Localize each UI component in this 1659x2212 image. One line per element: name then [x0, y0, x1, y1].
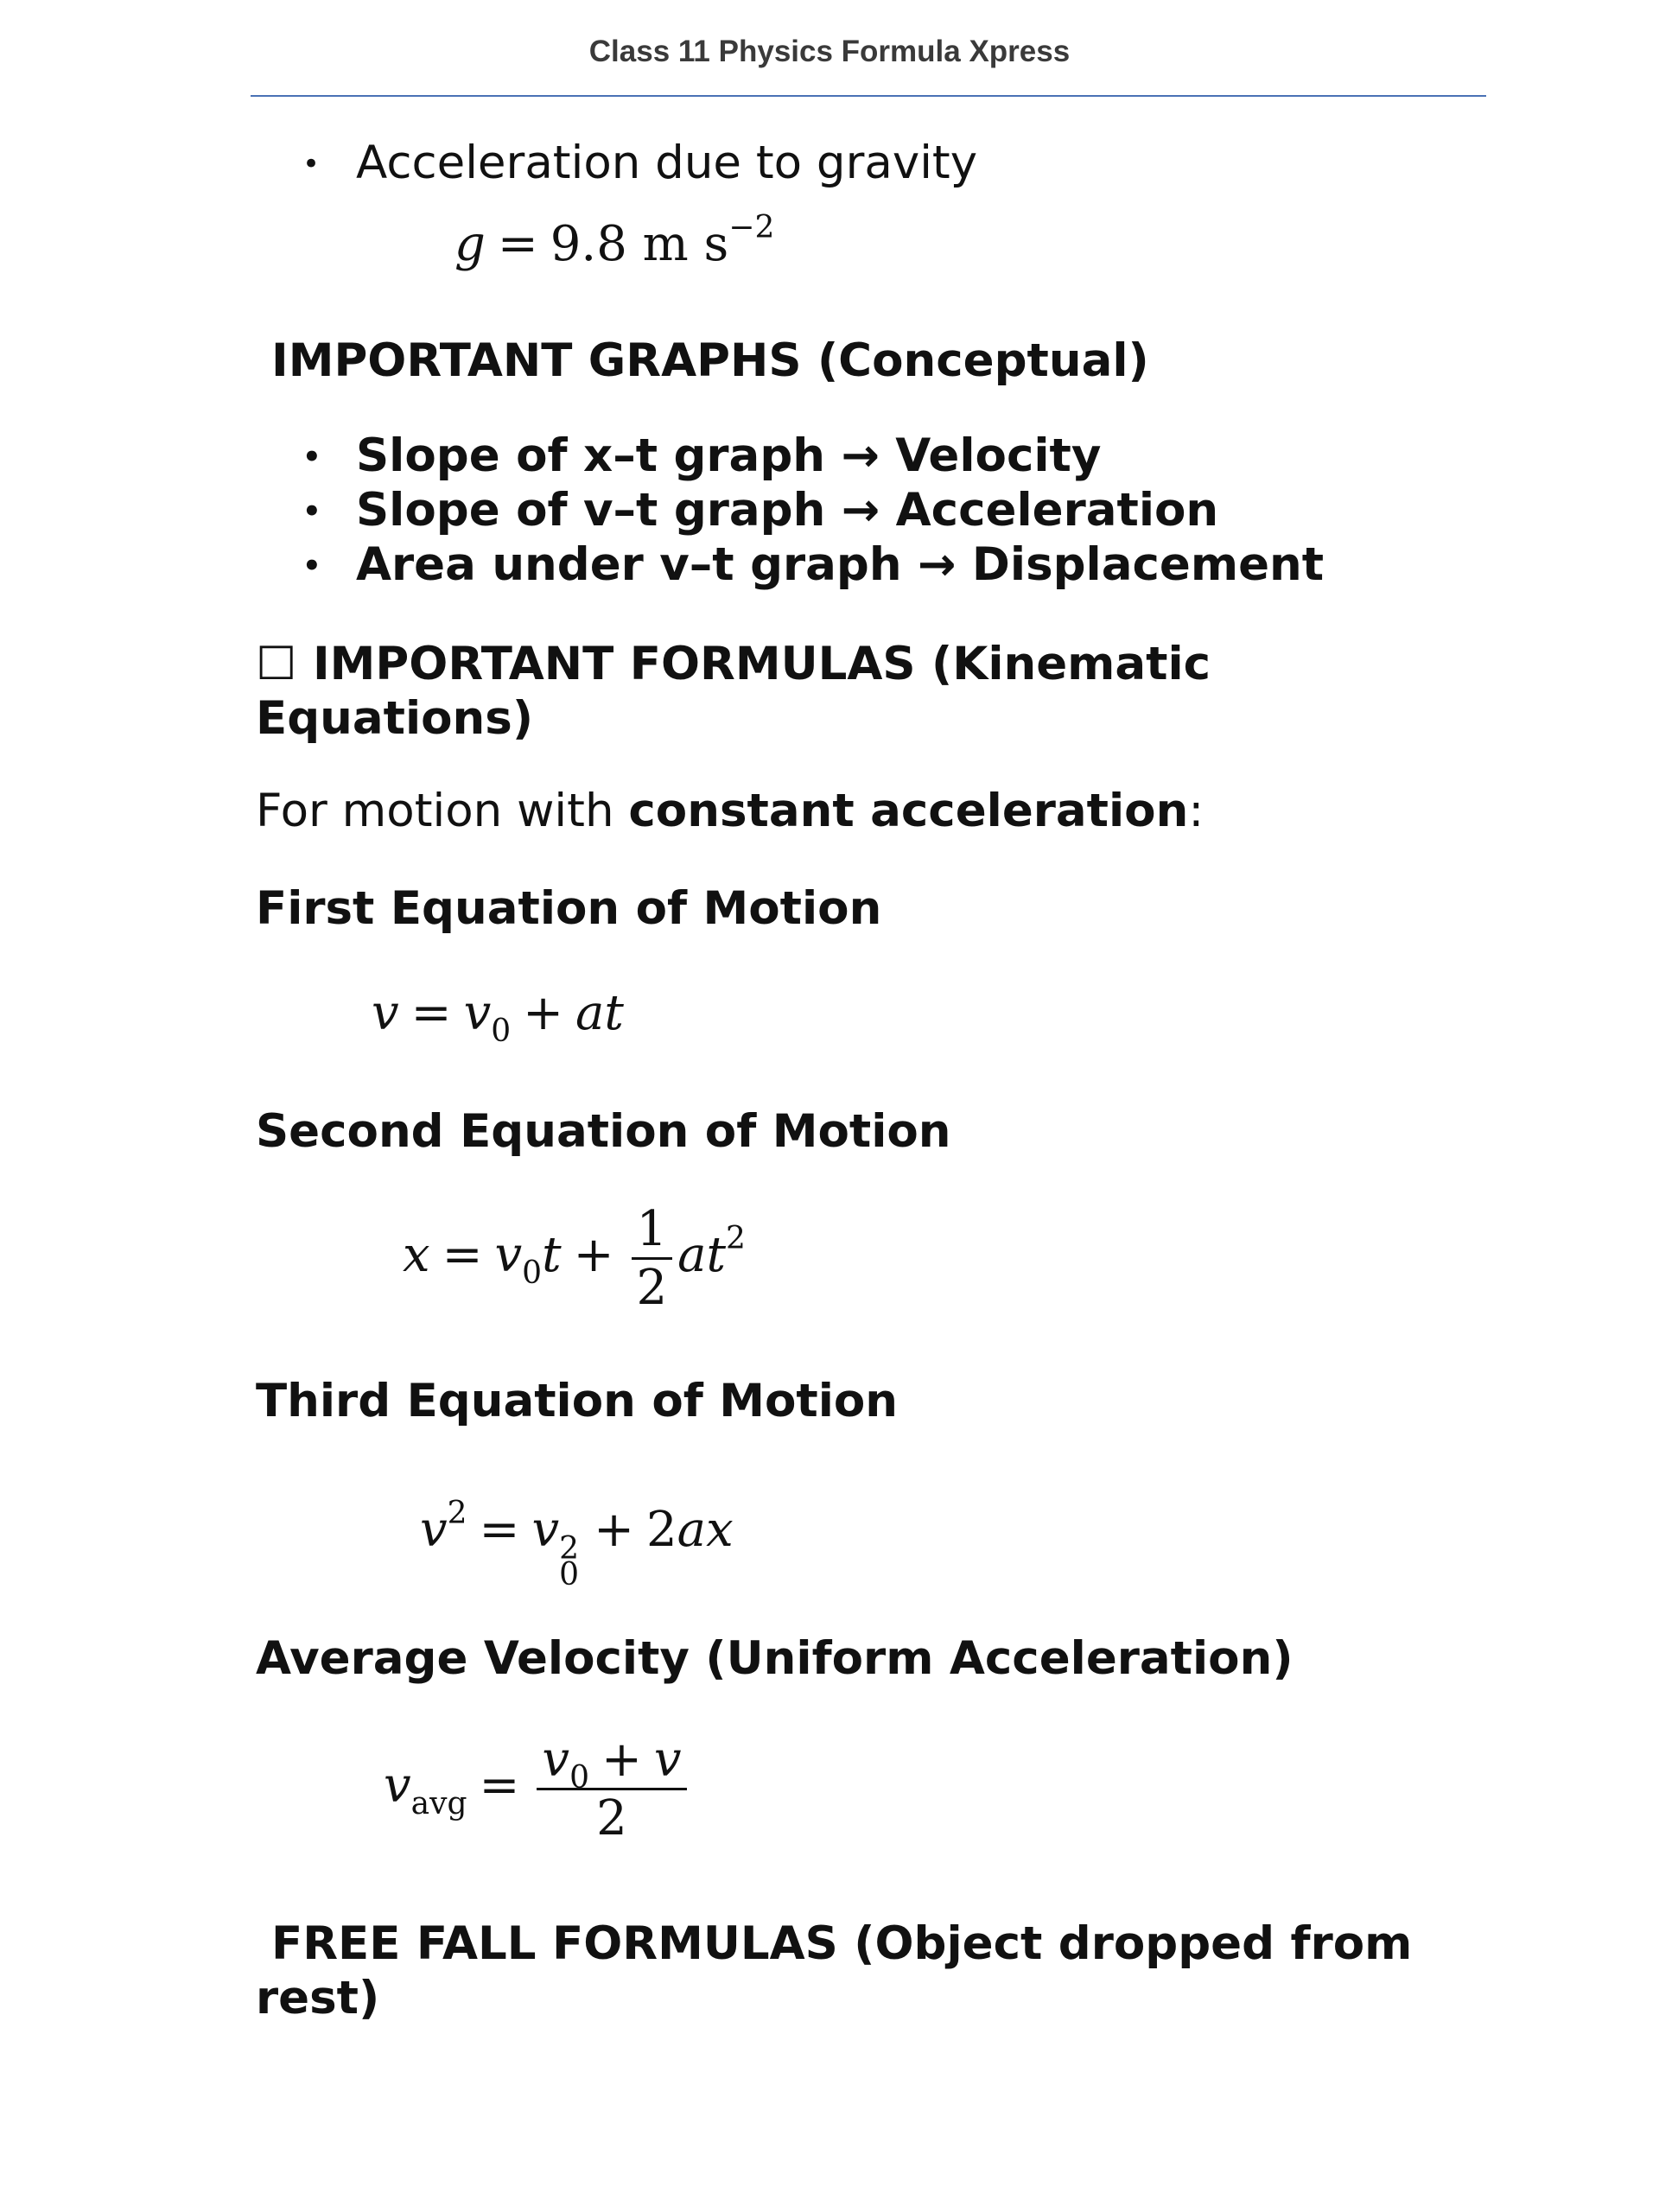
average-velocity-formula: $v_{avg}$ = $\frac{v_0 + v}{2}$ — [384, 1732, 692, 1847]
fraction-half: $\frac{1}{2}$ — [632, 1201, 673, 1316]
formulas-heading-line2: Equations) — [256, 692, 534, 745]
third-equation-formula: $v^2 = v$ 2 0 + 2ax — [420, 1496, 734, 1592]
graphs-heading: IMPORTANT GRAPHS (Conceptual) — [271, 334, 1149, 387]
gravity-bullet: • Acceleration due to gravity — [356, 137, 977, 189]
first-equation-title: First Equation of Motion — [256, 882, 882, 935]
formulas-heading-line1: ☐ IMPORTANT FORMULAS (Kinematic — [256, 638, 1211, 690]
graph-item-3: • Area under v–t graph → Displacement — [356, 538, 1324, 591]
freefall-heading-line1: FREE FALL FORMULAS (Object dropped from — [271, 1917, 1413, 1970]
second-equation-formula: $x = v_0t$ + $\frac{1}{2}$ $at^2$ — [403, 1201, 746, 1316]
freefall-heading-line2: rest) — [256, 1972, 380, 2024]
average-velocity-title: Average Velocity (Uniform Acceleration) — [256, 1632, 1294, 1685]
page-header: Class 11 Physics Formula Xpress — [588, 35, 1071, 68]
header-divider — [251, 95, 1486, 97]
second-equation-title: Second Equation of Motion — [256, 1105, 951, 1158]
gravity-formula: g = 9.8 m $s^{-2}$ — [454, 210, 775, 272]
graph-item-1: • Slope of x–t graph → Velocity — [356, 429, 1101, 482]
graph-item-2: • Slope of v–t graph → Acceleration — [356, 484, 1218, 537]
third-equation-title: Third Equation of Motion — [256, 1375, 899, 1427]
formulas-intro: For motion with constant acceleration: — [256, 785, 1205, 837]
fraction-average: $\frac{v_0 + v}{2}$ — [537, 1732, 686, 1847]
first-equation-formula: $v = v_0$ + at — [372, 985, 624, 1049]
